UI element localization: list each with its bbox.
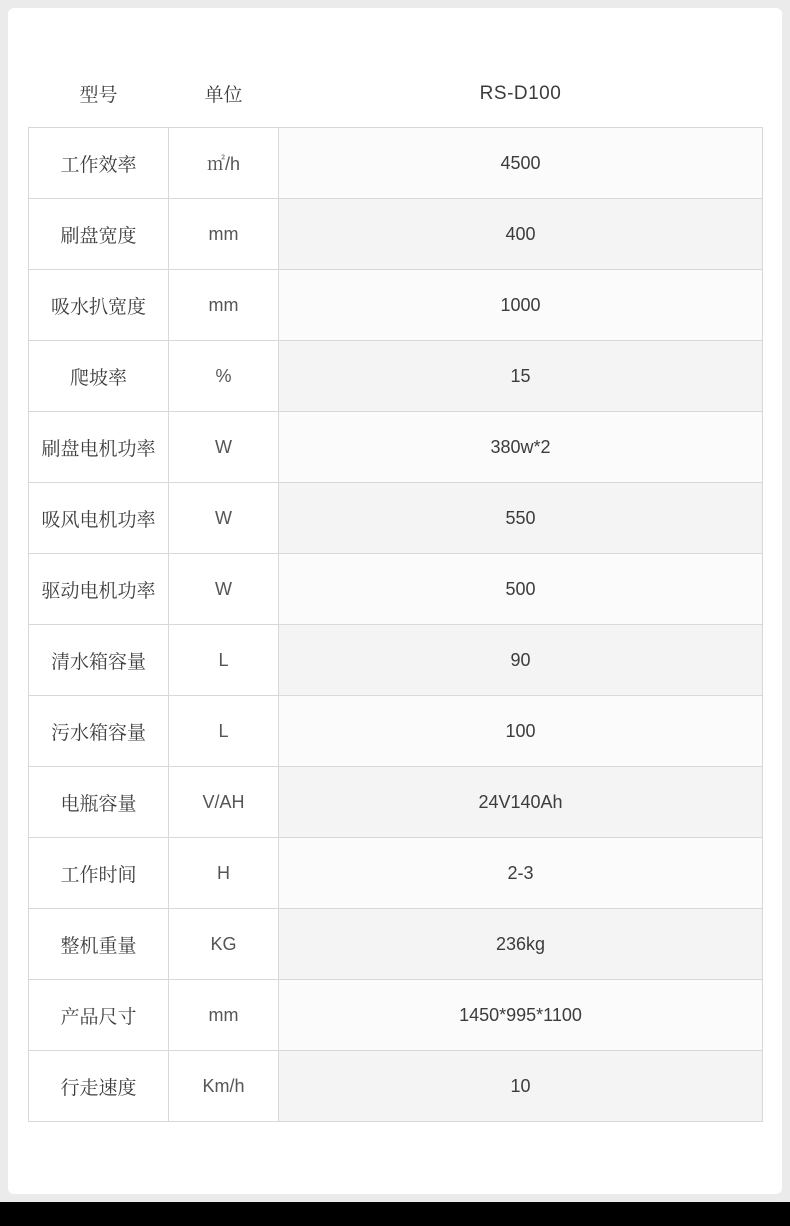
row-label: 驱动电机功率 [29, 554, 169, 625]
table-row [29, 483, 763, 554]
column-header-unit: 单位 [204, 85, 243, 106]
row-label: 刷盘宽度 [29, 199, 169, 270]
row-unit: H [169, 838, 279, 909]
row-unit: ㎡/h [169, 128, 279, 199]
row-unit: mm [169, 199, 279, 270]
footer-bar [0, 1202, 790, 1226]
row-unit: Km/h [169, 1051, 279, 1122]
row-label: 爬坡率 [29, 341, 169, 412]
row-unit: W [169, 412, 279, 483]
column-header-value: RS-D100 [479, 82, 562, 104]
table-body [29, 128, 763, 1122]
row-label: 刷盘电机功率 [29, 412, 169, 483]
table-row [29, 412, 763, 483]
row-label: 工作效率 [29, 128, 169, 199]
table-row [29, 909, 763, 980]
row-unit: % [169, 341, 279, 412]
row-value: 100 [279, 696, 763, 767]
row-unit: W [169, 554, 279, 625]
specification-table [28, 70, 763, 1122]
table-row [29, 128, 763, 199]
table-row [29, 767, 763, 838]
row-unit: W [169, 483, 279, 554]
row-label: 电瓶容量 [29, 767, 169, 838]
row-value: 380w*2 [279, 412, 763, 483]
row-value: 2-3 [279, 838, 763, 909]
row-label: 工作时间 [29, 838, 169, 909]
table-row [29, 554, 763, 625]
row-value: 4500 [279, 128, 763, 199]
row-value: 550 [279, 483, 763, 554]
row-value: 10 [279, 1051, 763, 1122]
table-row [29, 199, 763, 270]
table-row [29, 980, 763, 1051]
row-label: 污水箱容量 [29, 696, 169, 767]
row-label: 行走速度 [29, 1051, 169, 1122]
table-row [29, 696, 763, 767]
table-row [29, 270, 763, 341]
row-label: 吸风电机功率 [29, 483, 169, 554]
spec-card [8, 8, 782, 1194]
row-value: 400 [279, 199, 763, 270]
row-unit: L [169, 696, 279, 767]
row-value: 236kg [279, 909, 763, 980]
row-unit: V/AH [169, 767, 279, 838]
row-value: 500 [279, 554, 763, 625]
row-unit: mm [169, 270, 279, 341]
row-label: 整机重量 [29, 909, 169, 980]
table-row [29, 838, 763, 909]
header-row [29, 70, 763, 128]
row-unit: KG [169, 909, 279, 980]
row-value: 24V140Ah [279, 767, 763, 838]
row-label: 产品尺寸 [29, 980, 169, 1051]
table-row [29, 1051, 763, 1122]
table-row [29, 625, 763, 696]
column-header-model: 型号 [79, 85, 118, 106]
table-row [29, 341, 763, 412]
row-value: 15 [279, 341, 763, 412]
row-unit: L [169, 625, 279, 696]
table-header [29, 70, 763, 128]
row-value: 1450*995*1100 [279, 980, 763, 1051]
row-value: 90 [279, 625, 763, 696]
row-label: 清水箱容量 [29, 625, 169, 696]
row-value: 1000 [279, 270, 763, 341]
row-unit: mm [169, 980, 279, 1051]
row-label: 吸水扒宽度 [29, 270, 169, 341]
